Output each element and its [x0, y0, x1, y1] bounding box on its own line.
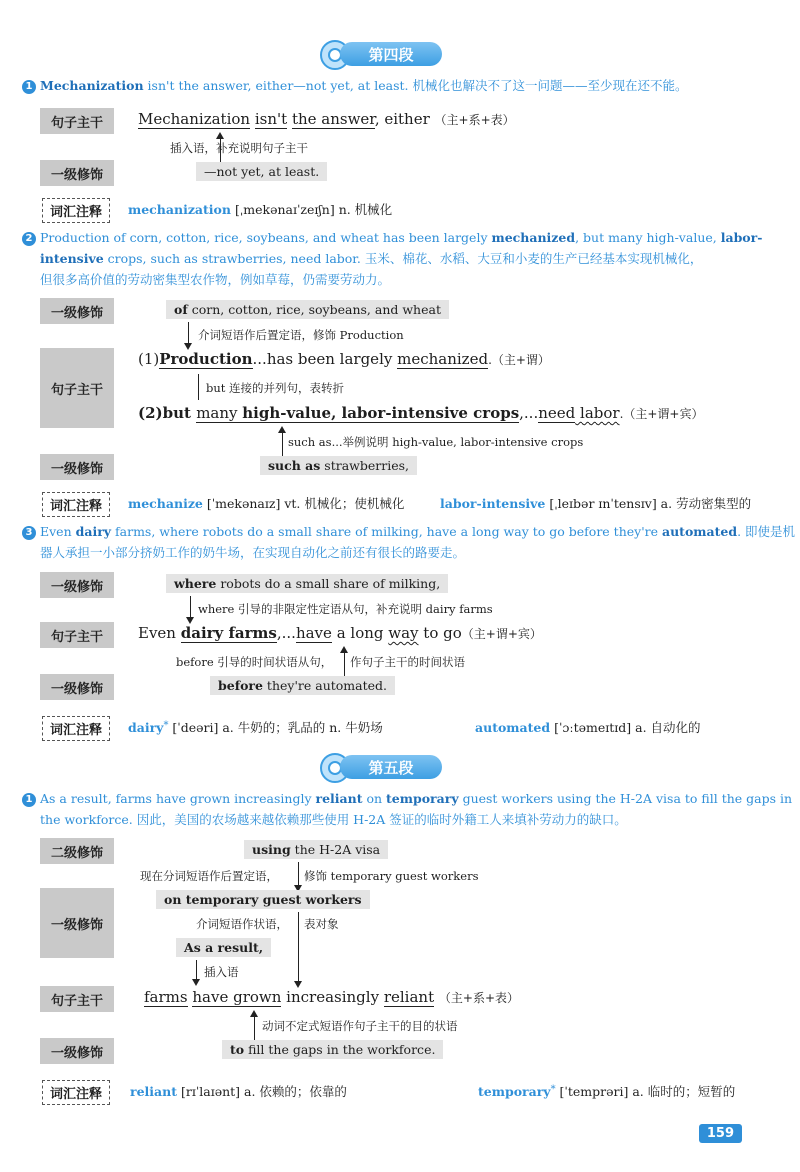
arrow — [220, 134, 221, 164]
modifier-box — [166, 574, 448, 593]
label-modifier-2: 二级修饰 — [40, 838, 114, 864]
label-vocab: 词汇注释 — [42, 716, 110, 741]
keyword: dairy — [75, 524, 112, 539]
keyword: using — [252, 842, 291, 857]
predicative: reliant — [383, 988, 435, 1006]
subject: Production — [159, 350, 253, 368]
text: to go — [418, 624, 462, 642]
text: on — [362, 791, 387, 806]
arrow — [344, 648, 345, 676]
vocab-entry — [130, 1082, 347, 1100]
sentence-4-2-line2 — [40, 249, 702, 269]
sentence-4-3-line2: 器人承担一小部分挤奶工作的奶牛场，在实现自动化之前还有很长的路要走。 — [40, 545, 466, 560]
modifier-box — [210, 676, 395, 695]
annotation: before 引导的时间状语从句， — [176, 655, 333, 669]
annotation: 动词不定式短语作句子主干的目的状语 — [262, 1019, 458, 1033]
label-modifier: 一级修饰 — [40, 1038, 114, 1064]
vocab-def: [ˌmekənaɪˈzeɪʃn] n. 机械化 — [230, 202, 393, 217]
text: guest workers using the H-2A visa to fill the gaps in — [458, 791, 793, 806]
label-main-clause: 句子主干 — [40, 108, 114, 134]
verb: mechanized — [397, 350, 489, 368]
text: increasingly — [281, 988, 384, 1006]
keyword: reliant — [315, 791, 363, 806]
vocab-def: [ˌleɪbər ɪnˈtensɪv] a. 劳动密集型的 — [545, 496, 752, 511]
keyword: of — [174, 302, 188, 317]
annotation: 表对象 — [304, 917, 339, 931]
modifier-box — [166, 300, 449, 319]
keyword: such as — [268, 458, 321, 473]
vocab-def: [ˈmekənaɪz] vt. 机械化；使机械化 — [202, 496, 405, 511]
vocab-word: reliant — [130, 1084, 177, 1099]
sentence-number: 1 — [22, 80, 36, 94]
annotation: 现在分词短语作后置定语， — [140, 869, 278, 883]
sentence-number: 1 — [22, 793, 36, 807]
star-icon: * — [550, 1084, 556, 1095]
modifier-box — [222, 1040, 443, 1059]
label-vocab: 词汇注释 — [42, 198, 110, 223]
annotation: but 连接的并列句，表转折 — [206, 381, 345, 395]
text: ,... — [276, 624, 296, 642]
modifier-box — [260, 456, 417, 475]
sentence-4-1 — [22, 76, 687, 96]
vocab-def: [ˈdeəri] a. 牛奶的；乳品的 n. 牛奶场 — [168, 720, 383, 735]
vocab-word: mechanize — [128, 496, 203, 511]
annotation: 插入语 — [204, 965, 239, 979]
keyword: Mechanization — [40, 78, 144, 93]
connector-line — [198, 374, 199, 400]
modifier-box: on temporary guest workers — [156, 890, 370, 909]
main-clause — [138, 624, 542, 642]
annotation: where 引导的非限定性定语从句，补充说明 dairy farms — [198, 602, 493, 616]
page-number: 159 — [699, 1124, 742, 1143]
label-modifier: 一级修饰 — [40, 454, 114, 480]
structure-note: .（主+谓+宾） — [619, 407, 704, 421]
label-vocab: 词汇注释 — [42, 492, 110, 517]
arrow — [282, 428, 283, 456]
keyword: mechanized — [491, 230, 576, 245]
predicative: the answer — [291, 110, 375, 128]
modifier-box: —not yet, at least. — [196, 162, 327, 181]
subject: dairy farms — [180, 624, 277, 642]
sentence-4-2-line1 — [22, 228, 762, 248]
arrow — [254, 1012, 255, 1040]
verb: have grown — [192, 988, 282, 1006]
verb: have — [295, 624, 332, 642]
text: Production of corn, cotton, rice, soybeans, and wheat has been largely — [40, 230, 492, 245]
structure-note: .（主+谓） — [488, 353, 550, 367]
sentence-4-3-line1 — [22, 522, 795, 542]
object: labor — [575, 404, 620, 422]
structure-note: （主+谓+宾） — [461, 627, 542, 641]
sentence-5-1-line1 — [22, 789, 792, 809]
keyword: to — [230, 1042, 245, 1057]
subject: Mechanization — [138, 110, 251, 128]
label-main-clause: 句子主干 — [40, 348, 114, 428]
object: way — [388, 624, 419, 642]
modifier-box — [244, 840, 388, 859]
keyword: labor- — [720, 230, 763, 245]
keyword: where — [174, 576, 217, 591]
label-main-clause: 句子主干 — [40, 622, 114, 648]
text: (2)but — [138, 404, 197, 422]
keyword: before — [218, 678, 263, 693]
text: farms, where robots do a small share of milking, have a long way to go before they're — [111, 524, 662, 539]
section-5-title: 第五段 — [340, 755, 442, 779]
vocab-entry — [128, 200, 392, 218]
arrow — [298, 862, 299, 890]
star-icon: * — [163, 720, 169, 731]
text: the H-2A visa — [290, 842, 381, 857]
text: , but many high-value, — [575, 230, 721, 245]
subject-part: many — [196, 404, 243, 422]
text: corn, cotton, rice, soybeans, and wheat — [187, 302, 441, 317]
label-vocab: 词汇注释 — [42, 1080, 110, 1105]
sentence-number: 3 — [22, 526, 36, 540]
label-modifier: 一级修饰 — [40, 888, 114, 958]
text: . 即使是机 — [737, 524, 796, 539]
text: strawberries, — [320, 458, 409, 473]
annotation: 介词短语作后置定语，修饰 Production — [198, 328, 404, 342]
annotation: such as...举例说明 high-value, labor-intensive crops — [288, 435, 584, 449]
text: ...has been largely — [252, 350, 398, 368]
vocab-entry — [478, 1082, 735, 1100]
structure-note: （主+系+表） — [434, 113, 515, 127]
main-clause-1 — [138, 350, 550, 368]
sentence-number: 2 — [22, 232, 36, 246]
vocab-def: [ˈtemprəri] a. 临时的；短暂的 — [555, 1084, 736, 1099]
arrow — [188, 322, 189, 348]
label-modifier: 一级修饰 — [40, 298, 114, 324]
main-clause — [144, 988, 519, 1006]
arrow — [196, 960, 197, 984]
verb: isn't — [254, 110, 288, 128]
vocab-def: [ˈɔːtəmeɪtɪd] a. 自动化的 — [550, 720, 701, 735]
vocab-entry — [475, 718, 701, 736]
text: (1) — [138, 350, 160, 368]
text: ,... — [519, 404, 539, 422]
annotation: 修饰 temporary guest workers — [304, 869, 479, 883]
vocab-entry — [128, 718, 383, 736]
sentence-5-1-line2: the workforce. 因此，美国的农场越来越依赖那些使用 H-2A 签证的临时外籍工人来填补劳动力的缺口。 — [40, 812, 627, 827]
vocab-entry — [440, 494, 751, 512]
vocab-word: automated — [475, 720, 551, 735]
label-modifier: 一级修饰 — [40, 160, 114, 186]
annotation: 作句子主干的时间状语 — [350, 655, 465, 669]
label-modifier: 一级修饰 — [40, 674, 114, 700]
text: , either — [374, 110, 430, 128]
keyword: intensive — [40, 251, 104, 266]
sentence-text: isn't the answer, either—not yet, at least. 机械化也解决不了这一问题——至少现在还不能。 — [143, 78, 688, 93]
text: fill the gaps in the workforce. — [244, 1042, 436, 1057]
text: they're automated. — [262, 678, 387, 693]
section-4-title: 第四段 — [340, 42, 442, 66]
structure-note: （主+系+表） — [438, 991, 520, 1005]
sentence-4-2-line3: 但很多高价值的劳动密集型农作物，例如草莓，仍需要劳动力。 — [40, 272, 391, 287]
main-clause-2 — [138, 404, 704, 422]
keyword: temporary — [386, 791, 459, 806]
subject: high-value, labor-intensive crops — [242, 404, 520, 422]
text: crops, such as strawberries, need labor. 玉米、棉花、水稻、大豆和小麦的生产已经基本实现机械化， — [103, 251, 703, 266]
verb: need — [538, 404, 576, 422]
keyword: automated — [661, 524, 738, 539]
text: Even — [138, 624, 181, 642]
text: As a result, farms have grown increasingly — [40, 791, 316, 806]
text: Even — [40, 524, 76, 539]
annotation: 插入语，补充说明句子主干 — [170, 141, 308, 155]
text: a long — [331, 624, 389, 642]
vocab-def: [rɪˈlaɪənt] a. 依赖的；依靠的 — [177, 1084, 347, 1099]
subject: farms — [144, 988, 188, 1006]
vocab-word: temporary — [478, 1084, 551, 1099]
arrow — [190, 596, 191, 622]
modifier-box: As a result, — [176, 938, 271, 957]
text: robots do a small share of milking, — [216, 576, 441, 591]
vocab-word: dairy — [128, 720, 164, 735]
vocab-word: labor-intensive — [440, 496, 546, 511]
main-clause — [138, 110, 515, 128]
vocab-entry — [128, 494, 404, 512]
label-modifier: 一级修饰 — [40, 572, 114, 598]
label-main-clause: 句子主干 — [40, 986, 114, 1012]
annotation: 介词短语作状语， — [196, 917, 288, 931]
vocab-word: mechanization — [128, 202, 231, 217]
arrow — [298, 912, 299, 986]
